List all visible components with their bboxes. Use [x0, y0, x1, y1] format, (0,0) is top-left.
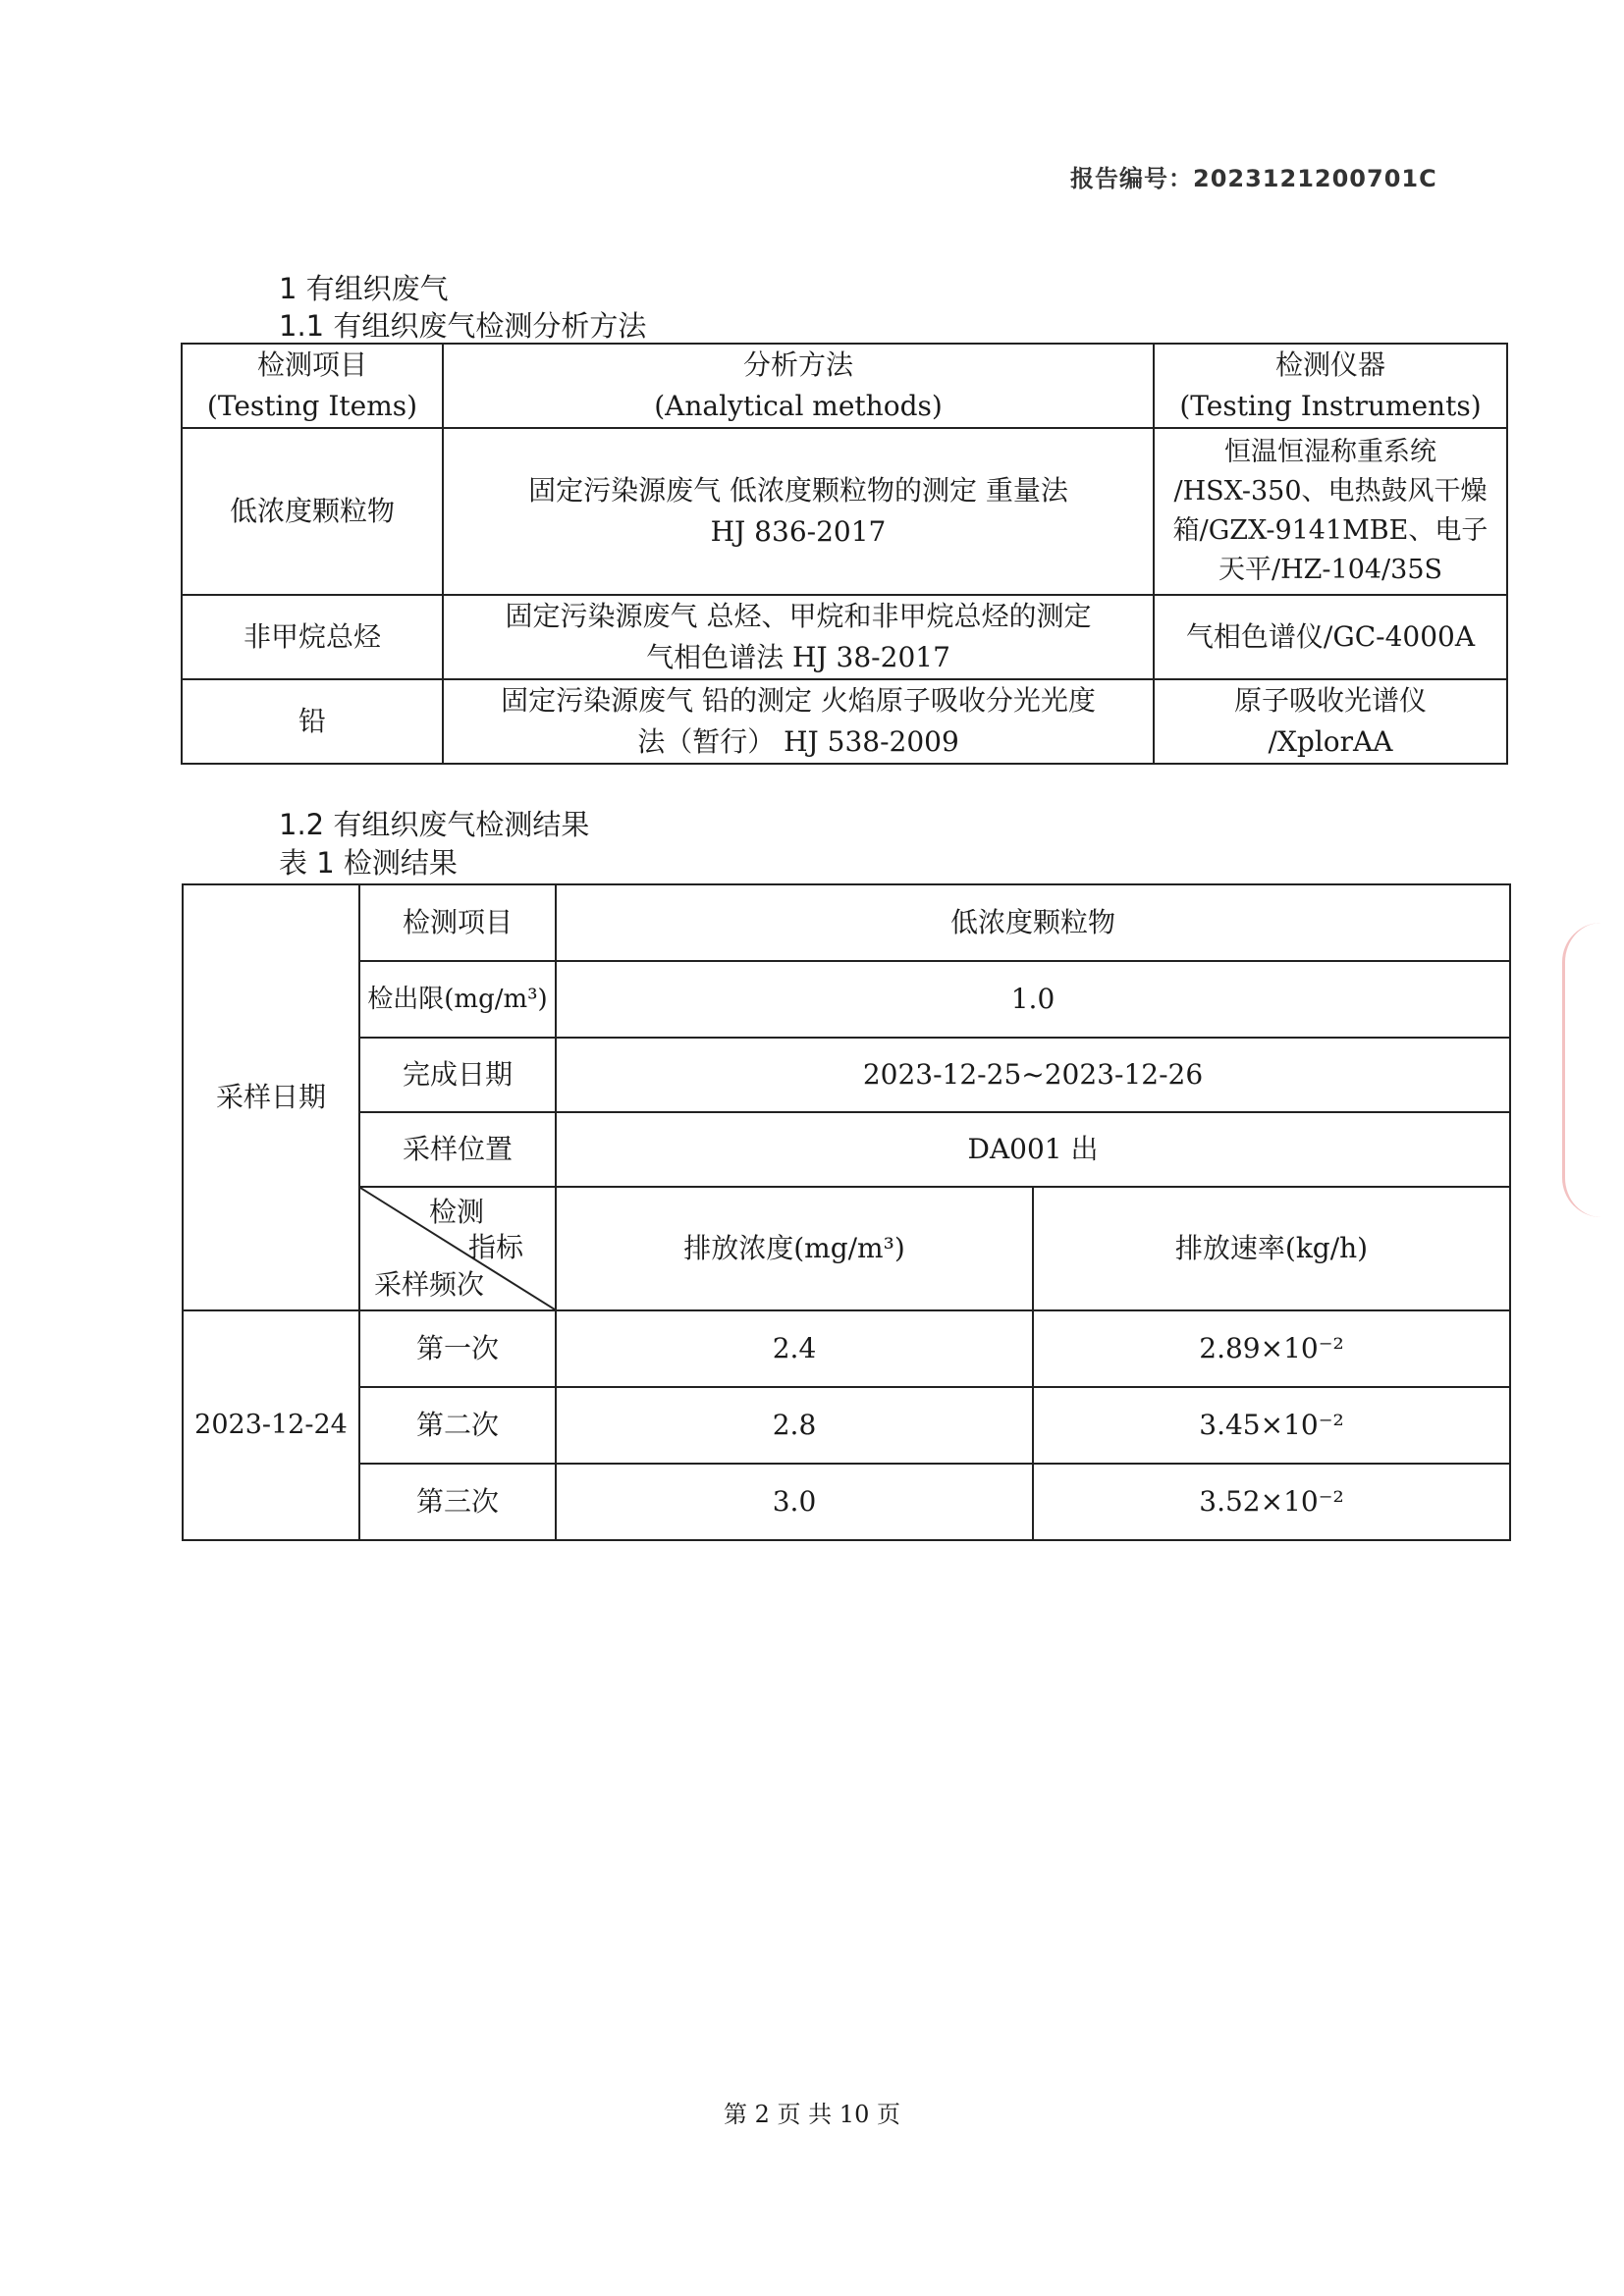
seal-stamp-fragment [1562, 923, 1624, 1217]
completion-label: 完成日期 [359, 1038, 556, 1112]
limit-label: 检出限(mg/m³) [359, 961, 556, 1038]
location-label: 采样位置 [359, 1112, 556, 1187]
item-cell: 铅 [182, 679, 443, 764]
col-rate-header: 排放速率(kg/h) [1033, 1187, 1510, 1310]
freq-cell: 第一次 [359, 1310, 556, 1387]
method-line: 固定污染源废气 低浓度颗粒物的测定 重量法 [528, 474, 1068, 507]
diagonal-header-cell [359, 1187, 556, 1310]
header-en: (Analytical methods) [654, 390, 943, 422]
diag-bottom-label: 采样频次 [374, 1268, 485, 1301]
header-zh: 分析方法 [742, 348, 853, 381]
table-row [182, 428, 1507, 595]
limit-value: 1.0 [556, 961, 1510, 1038]
table-row [182, 679, 1507, 764]
report-number: 报告编号：2023121200701C [1070, 165, 1437, 192]
header-cell [1154, 344, 1507, 428]
instrument-cell [1154, 428, 1507, 595]
results-table [182, 883, 1511, 1541]
method-line: 固定污染源废气 总烃、甲烷和非甲烷总烃的测定 [505, 600, 1092, 632]
conc-cell: 2.8 [556, 1387, 1033, 1464]
col-conc-header: 排放浓度(mg/m³) [556, 1187, 1033, 1310]
header-en: (Testing Instruments) [1179, 390, 1482, 422]
completion-value: 2023-12-25~2023-12-26 [556, 1038, 1510, 1112]
instrument-line: /XplorAA [1268, 725, 1393, 758]
table-header-row [182, 344, 1507, 428]
table-row [182, 595, 1507, 679]
rate-cell: 3.45×10⁻² [1033, 1387, 1510, 1464]
location-value: DA001 出 [556, 1112, 1510, 1187]
method-line: HJ 836-2017 [710, 515, 887, 548]
item-cell: 非甲烷总烃 [182, 595, 443, 679]
item-label: 检测项目 [359, 884, 556, 961]
method-line: 气相色谱法 HJ 38-2017 [646, 641, 950, 673]
table-row [183, 1038, 1510, 1112]
instrument-cell [1154, 679, 1507, 764]
method-cell [443, 428, 1154, 595]
item-cell: 低浓度颗粒物 [182, 428, 443, 595]
table-row [183, 1112, 1510, 1187]
rate-cell: 3.52×10⁻² [1033, 1464, 1510, 1540]
subsection-title: 1.1 有组织废气检测分析方法 [279, 309, 647, 343]
method-line: 固定污染源废气 铅的测定 火焰原子吸收分光光度 [501, 684, 1096, 717]
date-cell: 2023-12-24 [183, 1310, 359, 1540]
table-row [183, 1187, 1510, 1310]
item-value: 低浓度颗粒物 [556, 884, 1510, 961]
instrument-cell [1154, 595, 1507, 679]
instrument-line: 箱/GZX-9141MBE、电子 [1172, 515, 1489, 546]
instrument-line: 原子吸收光谱仪 [1233, 684, 1427, 717]
diag-top-label: 检测 [429, 1196, 485, 1228]
method-line: 法（暂行） HJ 538-2009 [637, 725, 959, 758]
table-row [183, 1310, 1510, 1387]
table-row [183, 1387, 1510, 1464]
header-cell [443, 344, 1154, 428]
instrument-line: /HSX-350、电热鼓风干燥 [1173, 476, 1488, 507]
header-en: (Testing Items) [206, 390, 418, 422]
instrument-line: 恒温恒湿称重系统 [1224, 437, 1436, 467]
table-row [183, 961, 1510, 1038]
method-cell [443, 679, 1154, 764]
instrument-line: 气相色谱仪/GC-4000A [1185, 620, 1476, 653]
rate-cell: 2.89×10⁻² [1033, 1310, 1510, 1387]
conc-cell: 2.4 [556, 1310, 1033, 1387]
method-cell [443, 595, 1154, 679]
sample-date-label: 采样日期 [183, 884, 359, 1310]
section-title: 1 有组织废气 [279, 272, 449, 305]
table-row [183, 1464, 1510, 1540]
page-footer: 第 2 页 共 10 页 [724, 2101, 900, 2128]
conc-cell: 3.0 [556, 1464, 1033, 1540]
subsection-title: 1.2 有组织废气检测结果 [279, 808, 590, 841]
instrument-line: 天平/HZ-104/35S [1218, 555, 1442, 585]
table-caption: 表 1 检测结果 [279, 846, 458, 880]
diag-mid-label: 指标 [468, 1231, 524, 1263]
header-zh: 检测仪器 [1274, 348, 1385, 381]
freq-cell: 第二次 [359, 1387, 556, 1464]
table-row [183, 884, 1510, 961]
methods-table [181, 343, 1508, 765]
header-zh: 检测项目 [256, 348, 367, 381]
header-cell [182, 344, 443, 428]
freq-cell: 第三次 [359, 1464, 556, 1540]
